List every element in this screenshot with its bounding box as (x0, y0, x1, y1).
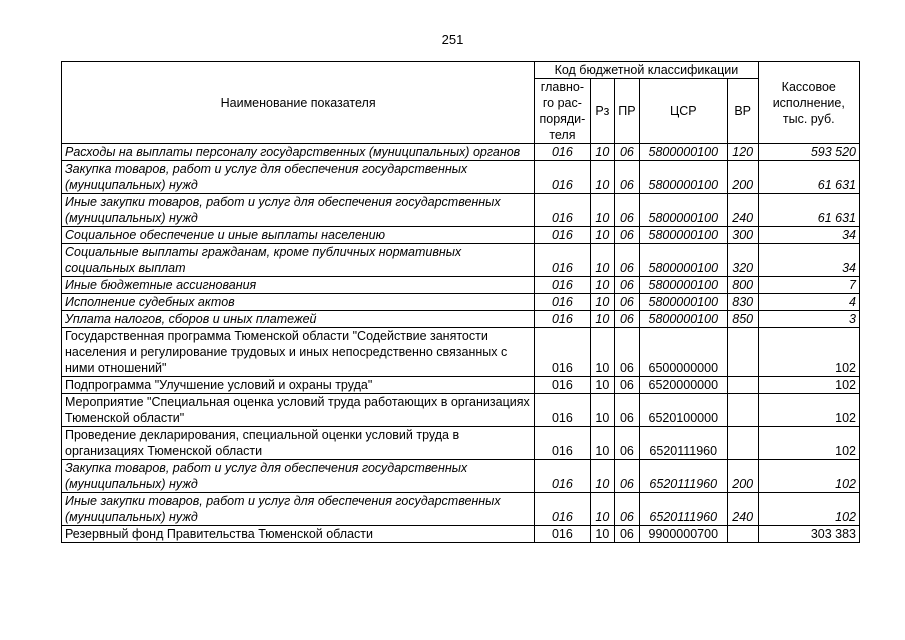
cell-gr: 016 (535, 194, 590, 227)
cell-csr: 9900000700 (639, 526, 727, 543)
cell-rz: 10 (590, 460, 615, 493)
header-name: Наименование показателя (62, 62, 535, 144)
cell-name: Иные закупки товаров, работ и услуг для обеспечения государственных (муниципальных) нужд (62, 194, 535, 227)
cell-vr: 850 (727, 311, 758, 328)
cell-vr (727, 394, 758, 427)
table-row (62, 161, 860, 194)
cell-rz: 10 (590, 493, 615, 526)
header-sum: Кассовое исполнение, тыс. руб. (758, 62, 859, 144)
cell-vr (727, 377, 758, 394)
cell-pr: 06 (615, 244, 640, 277)
cell-name: Социальные выплаты гражданам, кроме публичных нормативных социальных выплат (62, 244, 535, 277)
cell-name: Проведение декларирования, специальной оценки условий труда в организациях Тюменской области (62, 427, 535, 460)
table-row (62, 144, 860, 161)
cell-pr: 06 (615, 328, 640, 377)
cell-sum: 4 (758, 294, 859, 311)
cell-name: Закупка товаров, работ и услуг для обеспечения государственных (муниципальных) нужд (62, 460, 535, 493)
cell-pr: 06 (615, 377, 640, 394)
cell-gr: 016 (535, 294, 590, 311)
cell-rz: 10 (590, 244, 615, 277)
cell-pr: 06 (615, 277, 640, 294)
header-gr: главно-го рас-поряди-теля (535, 79, 590, 144)
cell-rz: 10 (590, 144, 615, 161)
cell-gr: 016 (535, 227, 590, 244)
cell-sum: 102 (758, 427, 859, 460)
cell-gr: 016 (535, 277, 590, 294)
cell-gr: 016 (535, 311, 590, 328)
cell-csr: 5800000100 (639, 227, 727, 244)
table-row (62, 377, 860, 394)
cell-gr: 016 (535, 328, 590, 377)
cell-sum: 102 (758, 394, 859, 427)
cell-csr: 5800000100 (639, 194, 727, 227)
cell-gr: 016 (535, 493, 590, 526)
cell-gr: 016 (535, 244, 590, 277)
cell-pr: 06 (615, 460, 640, 493)
cell-rz: 10 (590, 294, 615, 311)
cell-rz: 10 (590, 427, 615, 460)
cell-name: Иные бюджетные ассигнования (62, 277, 535, 294)
cell-vr: 240 (727, 493, 758, 526)
table-row (62, 526, 860, 543)
cell-name: Закупка товаров, работ и услуг для обеспечения государственных (муниципальных) нужд (62, 161, 535, 194)
cell-csr: 6500000000 (639, 328, 727, 377)
cell-name: Мероприятие "Специальная оценка условий труда работающих в организациях Тюменской области" (62, 394, 535, 427)
table-row (62, 244, 860, 277)
header-csr: ЦСР (639, 79, 727, 144)
cell-sum: 102 (758, 493, 859, 526)
cell-pr: 06 (615, 161, 640, 194)
cell-csr: 6520111960 (639, 493, 727, 526)
cell-pr: 06 (615, 227, 640, 244)
cell-sum: 303 383 (758, 526, 859, 543)
budget-table (61, 61, 860, 543)
header-pr: ПР (615, 79, 640, 144)
cell-vr: 830 (727, 294, 758, 311)
cell-vr (727, 328, 758, 377)
cell-name: Государственная программа Тюменской области "Содействие занятости населения и регулирование трудовых и иных непосредственно связанных с ними отношений" (62, 328, 535, 377)
cell-sum: 34 (758, 227, 859, 244)
header-vr: ВР (727, 79, 758, 144)
cell-csr: 6520111960 (639, 427, 727, 460)
cell-pr: 06 (615, 294, 640, 311)
cell-vr: 200 (727, 460, 758, 493)
cell-vr: 120 (727, 144, 758, 161)
cell-vr (727, 526, 758, 543)
cell-rz: 10 (590, 328, 615, 377)
cell-vr: 240 (727, 194, 758, 227)
cell-rz: 10 (590, 394, 615, 427)
cell-sum: 102 (758, 377, 859, 394)
cell-csr: 5800000100 (639, 277, 727, 294)
table-row (62, 311, 860, 328)
cell-pr: 06 (615, 144, 640, 161)
cell-pr: 06 (615, 526, 640, 543)
cell-vr: 320 (727, 244, 758, 277)
table-row (62, 194, 860, 227)
cell-csr: 5800000100 (639, 311, 727, 328)
table-row (62, 493, 860, 526)
cell-gr: 016 (535, 427, 590, 460)
cell-rz: 10 (590, 227, 615, 244)
cell-vr: 200 (727, 161, 758, 194)
cell-sum: 7 (758, 277, 859, 294)
cell-name: Исполнение судебных актов (62, 294, 535, 311)
cell-vr (727, 427, 758, 460)
cell-sum: 3 (758, 311, 859, 328)
cell-csr: 5800000100 (639, 144, 727, 161)
cell-sum: 593 520 (758, 144, 859, 161)
cell-csr: 6520000000 (639, 377, 727, 394)
cell-sum: 102 (758, 328, 859, 377)
cell-sum: 61 631 (758, 194, 859, 227)
cell-vr: 300 (727, 227, 758, 244)
table-row (62, 394, 860, 427)
cell-rz: 10 (590, 277, 615, 294)
cell-csr: 5800000100 (639, 244, 727, 277)
cell-sum: 61 631 (758, 161, 859, 194)
cell-name: Расходы на выплаты персоналу государственных (муниципальных) органов (62, 144, 535, 161)
cell-pr: 06 (615, 394, 640, 427)
cell-rz: 10 (590, 526, 615, 543)
cell-name: Подпрограмма "Улучшение условий и охраны труда" (62, 377, 535, 394)
table-row (62, 328, 860, 377)
cell-gr: 016 (535, 144, 590, 161)
cell-gr: 016 (535, 526, 590, 543)
cell-pr: 06 (615, 311, 640, 328)
cell-sum: 102 (758, 460, 859, 493)
cell-pr: 06 (615, 194, 640, 227)
table-row (62, 427, 860, 460)
cell-rz: 10 (590, 194, 615, 227)
cell-pr: 06 (615, 427, 640, 460)
cell-rz: 10 (590, 377, 615, 394)
table-row (62, 294, 860, 311)
table-row (62, 277, 860, 294)
cell-name: Социальное обеспечение и иные выплаты населению (62, 227, 535, 244)
table-body (62, 144, 860, 543)
cell-name: Иные закупки товаров, работ и услуг для обеспечения государственных (муниципальных) нужд (62, 493, 535, 526)
table-row (62, 227, 860, 244)
cell-gr: 016 (535, 161, 590, 194)
cell-gr: 016 (535, 460, 590, 493)
header-code-group: Код бюджетной классификации (535, 62, 758, 79)
cell-gr: 016 (535, 394, 590, 427)
cell-name: Уплата налогов, сборов и иных платежей (62, 311, 535, 328)
cell-rz: 10 (590, 161, 615, 194)
page-number: 251 (441, 32, 464, 47)
cell-csr: 6520111960 (639, 460, 727, 493)
cell-csr: 6520100000 (639, 394, 727, 427)
cell-pr: 06 (615, 493, 640, 526)
table-row (62, 460, 860, 493)
cell-name: Резервный фонд Правительства Тюменской области (62, 526, 535, 543)
cell-csr: 5800000100 (639, 161, 727, 194)
cell-vr: 800 (727, 277, 758, 294)
cell-csr: 5800000100 (639, 294, 727, 311)
cell-gr: 016 (535, 377, 590, 394)
cell-sum: 34 (758, 244, 859, 277)
header-rz: Рз (590, 79, 615, 144)
cell-rz: 10 (590, 311, 615, 328)
